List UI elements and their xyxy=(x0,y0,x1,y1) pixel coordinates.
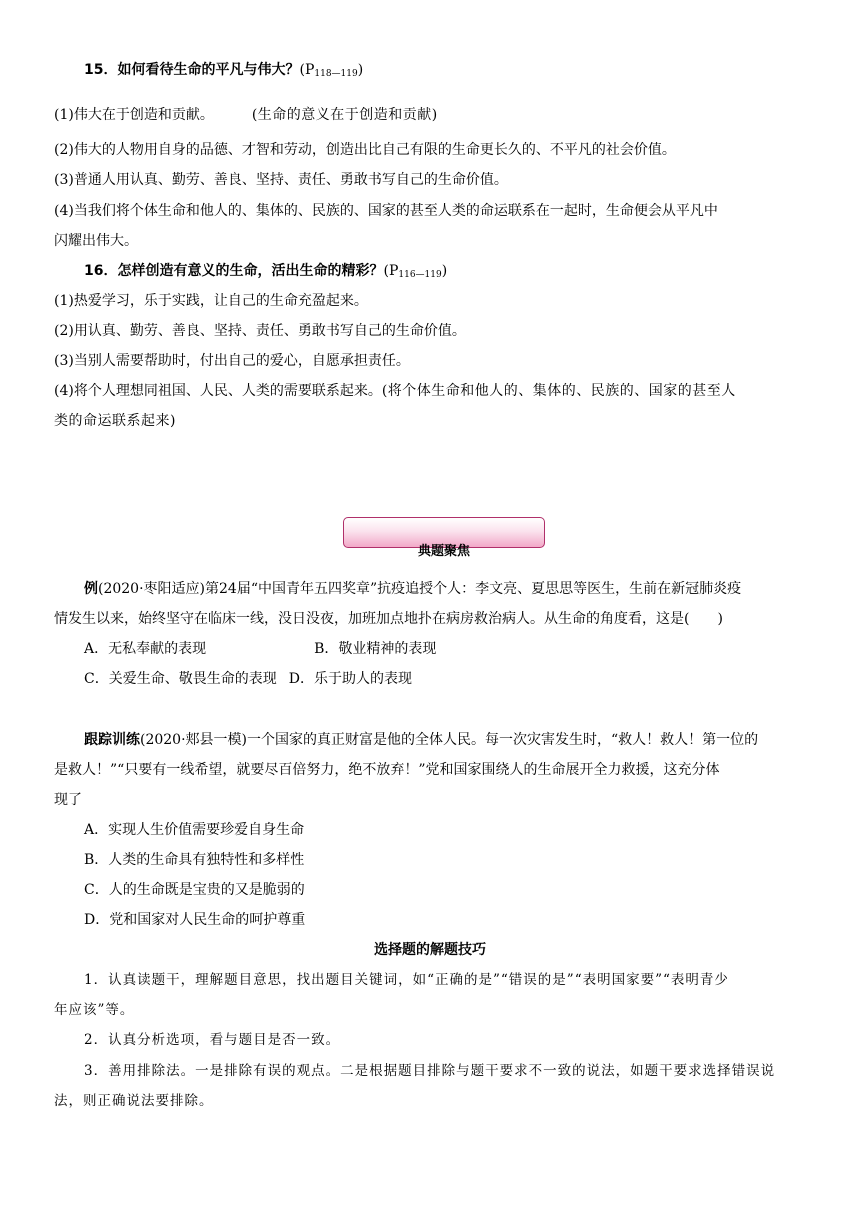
q16-answer-4-line1: (4)将个人理想同祖国、人民、人类的需要联系起来。(将个体生命和他人的、集体的、民族的、国家的甚至人 xyxy=(54,383,736,399)
example-options-ab xyxy=(84,639,840,659)
example-option-d: D．乐于助人的表现 xyxy=(288,671,412,687)
tracking-option-a: A．实现人生价值需要珍爱自身生命 xyxy=(84,822,305,838)
example-options-cd xyxy=(84,669,840,689)
example-option-b: B．敬业精神的表现 xyxy=(314,641,437,657)
tips-2: 2．认真分析选项，看与题目是否一致。 xyxy=(84,1032,341,1048)
q16-answer-1: (1)热爱学习，乐于实践，让自己的生命充盈起来。 xyxy=(54,293,368,309)
q15-answer-4-line1: (4)当我们将个体生命和他人的、集体的、民族的、国家的甚至人类的命运联系在一起时，生命便会从平凡中 xyxy=(54,203,718,219)
tips-title: 选择题的解题技巧 xyxy=(374,942,486,958)
q16-answer-3: (3)当别人需要帮助时，付出自己的爱心，自愿承担责任。 xyxy=(54,353,410,369)
q16-answer-2: (2)用认真、勤劳、善良、坚持、责任、勇敢书写自己的生命价值。 xyxy=(54,323,466,339)
tracking-option-b: B．人类的生命具有独特性和多样性 xyxy=(84,852,305,868)
tracking-line1: 跟踪训练(2020·郏县一模)一个国家的真正财富是他的全体人民。每一次灾害发生时，“救人！救人！第一位的 xyxy=(84,732,759,748)
q15-answer-2: (2)伟大的人物用自身的品德、才智和劳动，创造出比自己有限的生命更长久的、不平凡的社会价值。 xyxy=(54,142,676,158)
tracking-option-d: D．党和国家对人民生命的呵护尊重 xyxy=(84,912,306,928)
q15-answer-1-note: (生命的意义在于创造和贡献) xyxy=(251,107,438,123)
example-line1: 例(2020·枣阳适应)第24届“中国青年五四奖章”抗疫追授个人：李文亮、夏思思等医生，生前在新冠肺炎疫 xyxy=(84,581,742,597)
q15-answer-4-line2: 闪耀出伟大。 xyxy=(54,233,138,249)
q16-answer-4-line2: 类的命运联系起来) xyxy=(54,413,176,429)
tracking-prefix: 跟踪训练 xyxy=(84,732,140,748)
q15-title: 15．如何看待生命的平凡与伟大？ xyxy=(84,62,300,78)
example-option-a: A．无私奉献的表现 xyxy=(84,641,207,657)
q15-answer-1: (1)伟大在于创造和贡献。 (生命的意义在于创造和贡献) xyxy=(54,107,438,123)
q16-answer-4-note: (将个体生命和他人的、集体的、民族的、国家的甚至人 xyxy=(381,383,736,399)
q16-ref: $(P_{116—119})$ xyxy=(383,263,448,280)
tips-3-line2: 法，则正确说法要排除。 xyxy=(54,1093,214,1109)
tips-3-line1: 3．善用排除法。一是排除有误的观点。二是根据题目排除与题干要求不一致的说法，如题干要求选择错误说 xyxy=(84,1063,776,1079)
example-option-c: C．关爱生命、敬畏生命的表现 xyxy=(84,671,277,687)
q15-ref: $(P_{118—119})$ xyxy=(299,62,364,79)
tips-1-line2: 年应该”等。 xyxy=(54,1002,135,1018)
q16-title-line xyxy=(84,261,840,285)
tracking-line2: 是救人！”“只要有一线希望，就要尽百倍努力，绝不放弃！”党和国家围绕人的生命展开全力救援，这充分体 xyxy=(54,762,720,778)
tracking-option-c: C．人的生命既是宝贵的又是脆弱的 xyxy=(84,882,305,898)
tracking-line3: 现了 xyxy=(54,792,82,808)
example-line2: 情发生以来，始终坚守在临床一线，没日没夜，加班加点地扑在病房救治病人。从生命的角度看，这是( ) xyxy=(54,611,723,627)
q15-answer-3: (3)普通人用认真、勤劳、善良、坚持、责任、勇敢书写自己的生命价值。 xyxy=(54,172,508,188)
q15-title-line xyxy=(84,60,840,84)
tips-1-line1: 1．认真读题干，理解题目意思，找出题目关键词，如“正确的是”“错误的是”“表明国家要”“表明青少 xyxy=(84,972,729,988)
q16-title: 16．怎样创造有意义的生命，活出生命的精彩？ xyxy=(84,263,384,279)
section-banner-label: 典题聚焦 xyxy=(417,544,470,559)
example-prefix: 例 xyxy=(84,581,98,597)
